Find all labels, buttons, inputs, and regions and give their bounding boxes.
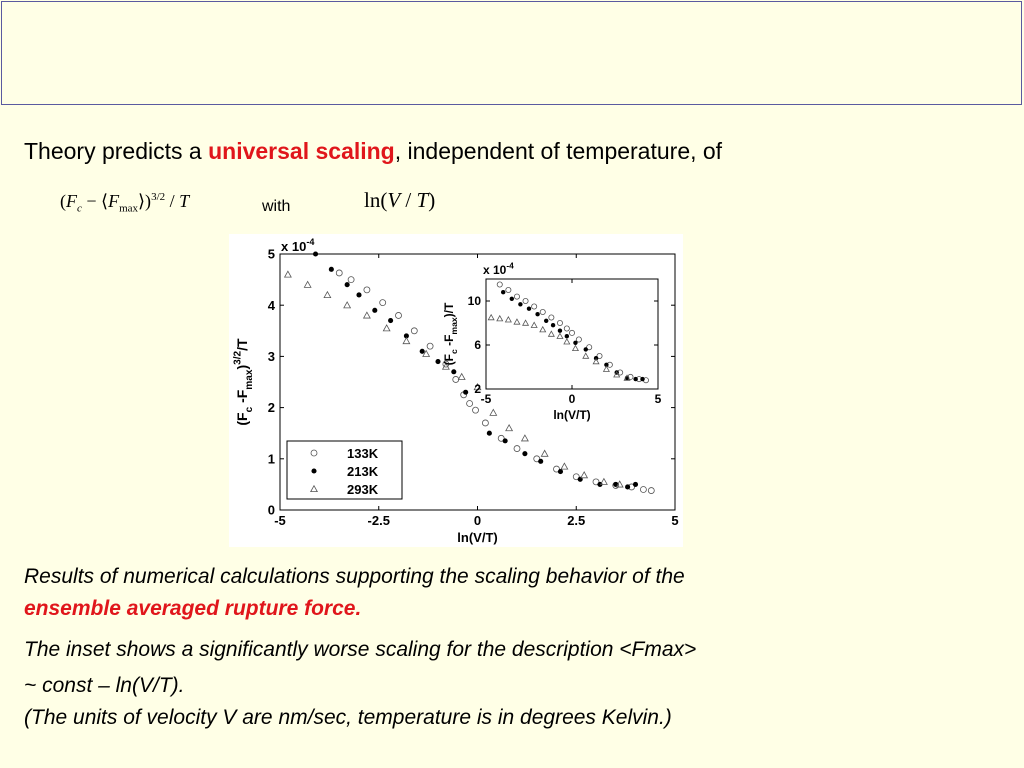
main-point-213K	[625, 484, 630, 489]
main-point-213K	[356, 292, 361, 297]
inset-multiplier: x $10^{-4}$	[483, 260, 514, 277]
main-point-133K	[396, 312, 402, 318]
inset-x-tick-label: 5	[654, 392, 662, 406]
formula-f: F	[66, 191, 77, 211]
inset-point-293K	[549, 331, 555, 336]
main-y-axis-label: ($F_c$ $-F_{max})^{3/2}/T$	[232, 338, 255, 426]
main-point-293K	[344, 302, 351, 308]
intro-text	[24, 138, 722, 165]
main-point-213K	[372, 308, 377, 313]
inset-point-293K	[497, 316, 503, 321]
log-t: T	[416, 188, 429, 212]
main-point-213K	[487, 431, 492, 436]
main-point-213K	[451, 369, 456, 374]
legend-label: 133K	[347, 446, 379, 461]
inset-point-133K	[549, 315, 554, 320]
inset-point-293K	[564, 339, 570, 344]
main-point-213K	[503, 438, 508, 443]
main-y-tick-label: 3	[267, 348, 275, 364]
inset-point-133K	[557, 320, 562, 325]
inset-point-213K	[565, 334, 569, 338]
main-point-293K	[304, 281, 311, 287]
caption-line-3: (The units of velocity V are nm/sec, temperature is in degrees Kelvin.)	[24, 706, 672, 729]
inset-point-293K	[593, 359, 599, 364]
main-point-293K	[506, 425, 513, 431]
inset-point-213K	[544, 319, 548, 323]
main-multiplier: x $10^{-4}$	[281, 237, 315, 254]
main-point-133K	[411, 328, 417, 334]
inset-point-213K	[551, 323, 555, 327]
formula-f2: F	[108, 191, 120, 211]
legend-label: 293K	[347, 482, 379, 497]
inset-point-133K	[497, 282, 502, 287]
main-point-133K	[467, 401, 473, 407]
inset-y-axis-label: ($F_c$ $-F_{max})/T$	[442, 302, 460, 366]
main-point-293K	[383, 325, 390, 331]
main-point-293K	[458, 374, 465, 380]
main-x-tick-label: 5	[671, 513, 679, 528]
main-point-213K	[522, 451, 527, 456]
main-point-133K	[427, 343, 433, 349]
main-point-213K	[558, 469, 563, 474]
log-ln: ln	[364, 188, 381, 212]
with-word: with	[262, 198, 291, 215]
inset-point-133K	[532, 304, 537, 309]
main-point-133K	[648, 488, 654, 494]
main-point-213K	[435, 359, 440, 364]
inset-point-213K	[518, 302, 522, 306]
main-x-tick-label: 0	[473, 513, 482, 528]
inset-point-133K	[506, 287, 511, 292]
caption-line-2a: The inset shows a significantly worse scaling for the description <Fmax>	[24, 638, 697, 661]
main-x-tick-label: -5	[274, 513, 286, 528]
inset-point-213K	[573, 341, 577, 345]
main-x-axis-label: ln(V/T)	[457, 530, 498, 545]
inset-plot-frame	[486, 279, 658, 389]
main-y-tick-label: 0	[267, 502, 275, 518]
inset-point-213K	[535, 312, 539, 316]
main-point-293K	[403, 338, 410, 344]
main-point-133K	[364, 287, 370, 293]
log-formula: ln(V / T)	[364, 188, 436, 212]
inset-point-293K	[506, 317, 512, 322]
main-point-213K	[345, 282, 350, 287]
inset-point-213K	[558, 328, 562, 332]
main-point-293K	[541, 450, 548, 456]
main-y-tick-label: 4	[267, 297, 275, 313]
formula-sub-max: max	[119, 202, 139, 215]
main-point-133K	[514, 446, 520, 452]
scaling-chart-svg	[229, 234, 683, 547]
main-point-293K	[581, 472, 588, 478]
title-placeholder-box	[1, 1, 1022, 105]
caption-line-1: Results of numerical calculations supporting the scaling behavior of the	[24, 565, 685, 588]
inset-point-293K	[488, 315, 494, 320]
main-point-293K	[364, 312, 371, 318]
inset-y-tick-label: 2	[474, 382, 481, 397]
main-point-133K	[482, 420, 488, 426]
inset-point-133K	[514, 294, 519, 299]
main-point-213K	[538, 459, 543, 464]
main-point-293K	[522, 435, 529, 441]
inset-point-133K	[523, 298, 528, 303]
main-point-293K	[561, 463, 568, 469]
legend-box	[287, 441, 402, 499]
inset-point-293K	[540, 327, 546, 332]
main-point-133K	[348, 277, 354, 283]
legend-marker-213K	[311, 468, 316, 473]
main-x-tick-label: 2.5	[567, 513, 586, 528]
intro-highlight: universal scaling	[208, 138, 395, 164]
inset-x-tick-label: 0	[568, 392, 576, 406]
main-point-133K	[473, 407, 479, 413]
main-point-293K	[324, 292, 331, 298]
main-y-tick-label: 5	[267, 246, 275, 262]
inset-point-133K	[569, 330, 574, 335]
inset-point-213K	[501, 290, 505, 294]
scaling-formula: ($F_c$ − $⟨F_{max}⟩)^{3/2}$ / T	[60, 191, 190, 215]
main-point-133K	[336, 270, 342, 276]
inset-point-213K	[633, 377, 637, 381]
inset-point-293K	[557, 333, 563, 338]
main-y-tick-label: 2	[267, 400, 275, 416]
inset-point-293K	[583, 353, 589, 358]
scaling-figure	[229, 234, 683, 547]
formula-minus: − ⟨	[81, 191, 109, 211]
inset-point-213K	[584, 347, 588, 351]
main-point-293K	[285, 271, 292, 277]
inset-y-tick-label: 10	[467, 294, 481, 309]
inset-point-293K	[531, 322, 537, 327]
inset-point-293K	[573, 345, 579, 350]
main-point-213K	[313, 251, 318, 256]
inset-point-133K	[564, 326, 569, 331]
formula-sub-c: c	[77, 202, 82, 215]
inset-x-tick-label: -5	[480, 392, 492, 406]
main-x-tick-label: -2.5	[367, 513, 390, 528]
inset-point-133K	[540, 309, 545, 314]
log-v: V	[387, 188, 401, 212]
inset-point-293K	[523, 320, 529, 325]
caption-line-2b: ~ const – ln(V/T).	[24, 674, 185, 697]
log-slash: /	[400, 188, 417, 212]
main-point-133K	[453, 376, 459, 382]
caption-line-1-highlight: ensemble averaged rupture force.	[24, 597, 362, 620]
main-point-133K	[640, 487, 646, 493]
main-point-213K	[329, 267, 334, 272]
formula-slash: /	[165, 191, 180, 211]
inset-point-213K	[527, 306, 531, 310]
main-point-293K	[490, 409, 497, 415]
legend-label: 213K	[347, 464, 379, 479]
formula-exponent: 3/2	[151, 191, 166, 203]
main-point-213K	[388, 318, 393, 323]
main-point-213K	[463, 390, 468, 395]
intro-prefix: Theory predicts a	[24, 138, 209, 164]
inset-point-213K	[640, 377, 644, 381]
formula-t: T	[179, 191, 190, 211]
inset-y-tick-label: 6	[474, 338, 481, 353]
main-point-133K	[380, 300, 386, 306]
main-y-tick-label: 1	[267, 451, 275, 467]
main-point-213K	[633, 482, 638, 487]
main-point-213K	[420, 349, 425, 354]
inset-point-293K	[514, 319, 520, 324]
inset-point-213K	[510, 297, 514, 301]
inset-x-axis-label: ln(V/T)	[553, 408, 591, 422]
intro-suffix: , independent of temperature, of	[394, 138, 723, 164]
formula-close: ⟩)	[138, 191, 152, 211]
